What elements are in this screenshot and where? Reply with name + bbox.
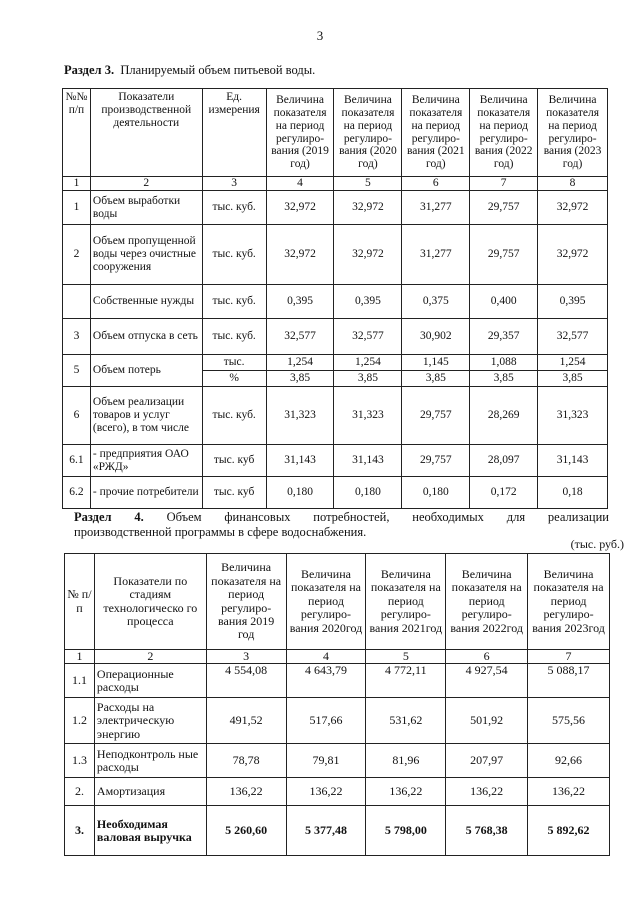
value-cell: 32,577	[538, 319, 608, 355]
section4-heading	[74, 510, 609, 540]
row-name: Амортизация	[94, 778, 206, 806]
value-cell: 29,357	[470, 319, 538, 355]
value-cell: 78,78	[206, 744, 286, 778]
col-number: 6	[446, 650, 528, 664]
row-unit: тыс. куб.	[202, 191, 266, 225]
row-unit: тыс. куб.	[202, 387, 266, 445]
header-cell: Величина показателя на период регулиро-вания (2022 год)	[470, 89, 538, 177]
value-cell: 531,62	[366, 698, 446, 744]
value-cell: 3,85	[538, 371, 608, 387]
row-unit: тыс.	[202, 355, 266, 371]
header-cell: Величина показателя на период регулиро-вания (2019 год)	[266, 89, 334, 177]
row-number	[63, 285, 91, 319]
value-cell: 1,145	[402, 355, 470, 371]
row-number: 6.1	[63, 445, 91, 477]
value-cell: 501,92	[446, 698, 528, 744]
value-cell: 92,66	[528, 744, 610, 778]
row-number: 2	[63, 225, 91, 285]
value-cell: 32,972	[538, 225, 608, 285]
value-cell: 207,97	[446, 744, 528, 778]
row-unit: тыс. куб.	[202, 285, 266, 319]
section4-heading-line1	[74, 510, 609, 525]
header-cell: Величина показателя на период регулиро-вания (2020 год)	[334, 89, 402, 177]
value-cell: 32,972	[334, 191, 402, 225]
row-number: 1.2	[65, 698, 95, 744]
value-cell: 136,22	[206, 778, 286, 806]
value-cell: 0,375	[402, 285, 470, 319]
value-cell: 5 088,17	[528, 664, 610, 698]
section3-heading	[64, 63, 315, 78]
table-row	[63, 387, 608, 445]
value-cell: 0,395	[266, 285, 334, 319]
table-row	[63, 477, 608, 509]
value-cell: 0,180	[402, 477, 470, 509]
value-cell: 3,85	[470, 371, 538, 387]
col-number: 5	[366, 650, 446, 664]
col-number: 7	[528, 650, 610, 664]
value-cell: 28,269	[470, 387, 538, 445]
row-name: Необходимая валовая выручка	[94, 806, 206, 856]
row-name: Неподконтроль ные расходы	[94, 744, 206, 778]
column-number-row	[63, 177, 608, 191]
table-row	[65, 744, 610, 778]
col-number: 2	[94, 650, 206, 664]
value-cell: 29,757	[470, 191, 538, 225]
value-cell: 31,277	[402, 225, 470, 285]
header-cell: Ед. измерения	[202, 89, 266, 177]
value-cell: 0,180	[266, 477, 334, 509]
section4-title-line2: производственной программы в сфере водоснабжения.	[74, 525, 367, 539]
value-cell: 4 643,79	[286, 664, 366, 698]
row-name: Объем отпуска в сеть	[90, 319, 202, 355]
header-cell: №№ п/п	[63, 89, 91, 177]
header-cell: Величина показателя на период регулиро-вания (2021 год)	[402, 89, 470, 177]
value-cell: 29,757	[402, 387, 470, 445]
row-name: Объем пропущенной воды через очистные сооружения	[90, 225, 202, 285]
row-number: 5	[63, 355, 91, 387]
value-cell: 31,277	[402, 191, 470, 225]
table-row	[65, 778, 610, 806]
row-name: Собственные нужды	[90, 285, 202, 319]
col-number: 4	[286, 650, 366, 664]
table-row	[63, 445, 608, 477]
row-name: Объем реализации товаров и услуг (всего), в том числе	[90, 387, 202, 445]
value-cell: 32,972	[538, 191, 608, 225]
value-cell: 5 377,48	[286, 806, 366, 856]
value-cell: 0,172	[470, 477, 538, 509]
value-cell: 32,577	[334, 319, 402, 355]
col-number: 5	[334, 177, 402, 191]
value-cell: 29,757	[470, 225, 538, 285]
value-cell: 31,143	[266, 445, 334, 477]
value-cell: 28,097	[470, 445, 538, 477]
value-cell: 31,323	[538, 387, 608, 445]
section4-table	[64, 553, 610, 856]
row-number: 1.1	[65, 664, 95, 698]
value-cell: 3,85	[334, 371, 402, 387]
value-cell: 1,254	[266, 355, 334, 371]
value-cell: 3,85	[266, 371, 334, 387]
value-cell: 5 892,62	[528, 806, 610, 856]
value-cell: 31,323	[334, 387, 402, 445]
header-cell: Величина показателя на период регулиро-вания 2021год	[366, 554, 446, 650]
value-cell: 79,81	[286, 744, 366, 778]
row-unit: тыс. куб	[202, 477, 266, 509]
value-cell: 136,22	[446, 778, 528, 806]
page-number: 3	[316, 28, 324, 43]
section4-label: Раздел 4.	[74, 510, 144, 524]
value-cell: 5 768,38	[446, 806, 528, 856]
row-unit: тыс. куб.	[202, 319, 266, 355]
value-cell: 5 798,00	[366, 806, 446, 856]
value-cell: 31,143	[334, 445, 402, 477]
value-cell: 32,972	[266, 191, 334, 225]
header-cell: Величина показателя на период регулиро-вания 2023год	[528, 554, 610, 650]
section3-table	[62, 88, 608, 509]
col-number: 6	[402, 177, 470, 191]
table-row	[65, 806, 610, 856]
row-name: Операционные расходы	[94, 664, 206, 698]
row-number: 1	[63, 191, 91, 225]
value-cell: 31,143	[538, 445, 608, 477]
table-row	[65, 698, 610, 744]
table-row	[63, 225, 608, 285]
col-number: 1	[65, 650, 95, 664]
value-cell: 0,18	[538, 477, 608, 509]
row-unit: тыс. куб	[202, 445, 266, 477]
row-unit: тыс. куб.	[202, 225, 266, 285]
col-number: 8	[538, 177, 608, 191]
row-number: 2.	[65, 778, 95, 806]
col-number: 4	[266, 177, 334, 191]
row-name: Расходы на электрическую энергию	[94, 698, 206, 744]
section4-title-line1: Объем финансовых потребностей, необходимых для реализации	[166, 510, 609, 524]
header-cell: Величина показателя на период регулиро-вания 2020год	[286, 554, 366, 650]
row-number: 3.	[65, 806, 95, 856]
section3-label: Раздел 3.	[64, 63, 115, 77]
value-cell: 29,757	[402, 445, 470, 477]
row-name: - прочие потребители	[90, 477, 202, 509]
table-row	[63, 355, 608, 371]
table-row	[65, 664, 610, 698]
section3-title: Планируемый объем питьевой воды.	[120, 63, 316, 77]
value-cell: 32,972	[266, 225, 334, 285]
row-name: - предприятия ОАО «РЖД»	[90, 445, 202, 477]
value-cell: 136,22	[528, 778, 610, 806]
header-cell: Показатели по стадиям технологическо го процесса	[94, 554, 206, 650]
value-cell: 81,96	[366, 744, 446, 778]
col-number: 1	[63, 177, 91, 191]
value-cell: 31,323	[266, 387, 334, 445]
row-unit: %	[202, 371, 266, 387]
col-number: 7	[470, 177, 538, 191]
value-cell: 1,088	[470, 355, 538, 371]
row-number: 3	[63, 319, 91, 355]
value-cell: 1,254	[334, 355, 402, 371]
column-number-row	[65, 650, 610, 664]
value-cell: 5 260,60	[206, 806, 286, 856]
row-name: Объем потерь	[90, 355, 202, 387]
value-cell: 136,22	[286, 778, 366, 806]
value-cell: 575,56	[528, 698, 610, 744]
header-cell: № п/ п	[65, 554, 95, 650]
value-cell: 30,902	[402, 319, 470, 355]
table-header-row	[65, 554, 610, 650]
row-number: 6.2	[63, 477, 91, 509]
value-cell: 136,22	[366, 778, 446, 806]
header-cell: Величина показателя на период регулиро-вания 2019 год	[206, 554, 286, 650]
col-number: 2	[90, 177, 202, 191]
table-header-row	[63, 89, 608, 177]
unit-note: (тыс. руб.)	[570, 537, 624, 551]
row-number: 1.3	[65, 744, 95, 778]
row-number: 6	[63, 387, 91, 445]
header-cell: Показатели производственной деятельности	[90, 89, 202, 177]
value-cell: 3,85	[402, 371, 470, 387]
table-row	[63, 319, 608, 355]
value-cell: 517,66	[286, 698, 366, 744]
value-cell: 4 927,54	[446, 664, 528, 698]
value-cell: 491,52	[206, 698, 286, 744]
value-cell: 0,180	[334, 477, 402, 509]
value-cell: 32,577	[266, 319, 334, 355]
header-cell: Величина показателя на период регулиро-вания 2022год	[446, 554, 528, 650]
value-cell: 0,395	[538, 285, 608, 319]
value-cell: 32,972	[334, 225, 402, 285]
value-cell: 0,400	[470, 285, 538, 319]
col-number: 3	[202, 177, 266, 191]
table-row	[63, 285, 608, 319]
header-cell: Величина показателя на период регулиро-вания (2023 год)	[538, 89, 608, 177]
col-number: 3	[206, 650, 286, 664]
value-cell: 0,395	[334, 285, 402, 319]
value-cell: 4 554,08	[206, 664, 286, 698]
row-name: Объем выработки воды	[90, 191, 202, 225]
value-cell: 4 772,11	[366, 664, 446, 698]
value-cell: 1,254	[538, 355, 608, 371]
table-row	[63, 191, 608, 225]
